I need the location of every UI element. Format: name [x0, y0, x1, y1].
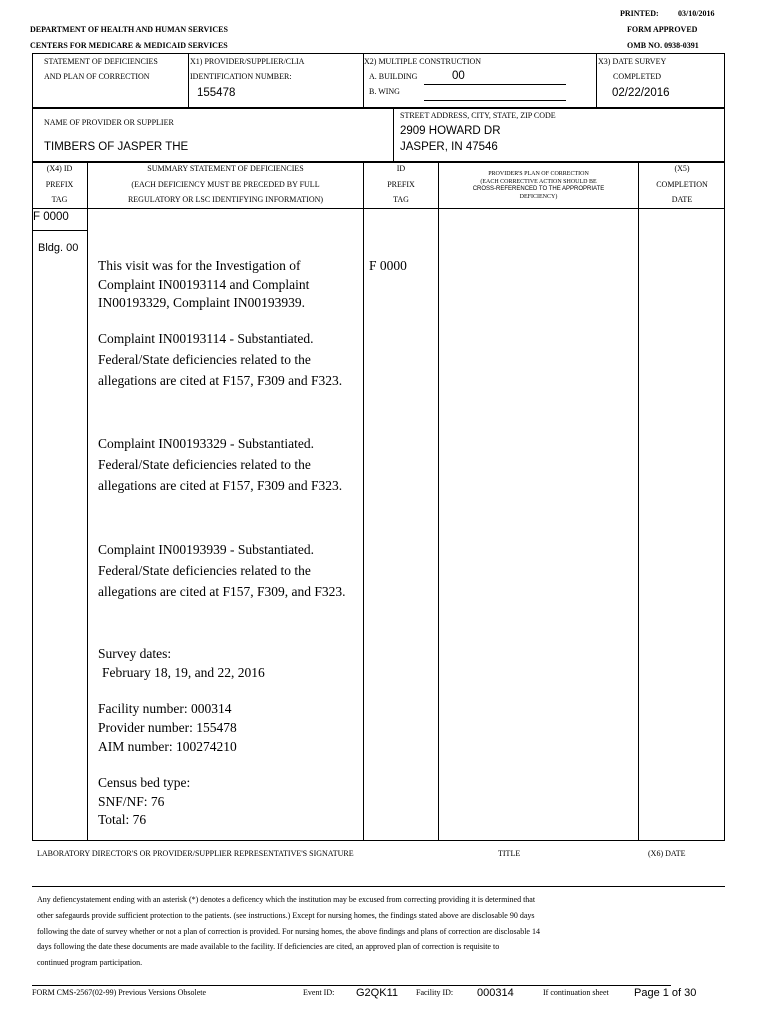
x3-label-1: X3) DATE SURVEY — [598, 57, 667, 66]
plan-header-2: (EACH CORRECTIVE ACTION SHOULD BE — [480, 179, 597, 185]
census-label: Census bed type: — [98, 775, 191, 790]
provider-id-number[interactable]: 155478 — [197, 87, 236, 99]
summary-header-3: REGULATORY OR LSC IDENTIFYING INFORMATION) — [127, 195, 324, 204]
survey-dates-label: Survey dates: — [98, 646, 172, 661]
right-prefix-tag: F 0000 — [369, 258, 407, 273]
provider-name[interactable]: TIMBERS OF JASPER THE — [44, 141, 189, 153]
omb-number: OMB NO. 0938-0391 — [627, 41, 699, 50]
building-underline — [424, 84, 566, 85]
address-line-2[interactable]: JASPER, IN 47546 — [400, 141, 498, 153]
snf-count: SNF/NF: 76 — [98, 794, 165, 809]
statement-label-1: STATEMENT OF DEFICIENCIES — [44, 57, 158, 66]
aim-number: AIM number: 100274210 — [98, 739, 237, 754]
plan-header-1: PROVIDER'S PLAN OF CORRECTION — [488, 171, 589, 177]
form-approved-label: FORM APPROVED — [627, 25, 698, 34]
id-header-2: PREFIX — [387, 180, 415, 189]
disclaimer-line-4: days following the date these documents are made available to the facility. If deficiencies are cited, an approved plan of correction is requisite to — [37, 942, 500, 951]
printed-date: 03/10/2016 — [678, 9, 715, 18]
building-tag: Bldg. 00 — [38, 242, 79, 254]
provider-number: Provider number: 155478 — [98, 720, 237, 735]
x4-header-3: TAG — [51, 195, 68, 204]
total-beds: Total: 76 — [98, 812, 147, 827]
x5-header-3: DATE — [671, 195, 693, 204]
x4-header-2: PREFIX — [45, 180, 74, 189]
disclaimer-line-1: Any defiencystatement ending with an asterisk (*) denotes a deficency which the institution may be excused from correcting providing it is determined that — [37, 895, 536, 904]
wing-field[interactable] — [424, 100, 566, 101]
page-number: Page 1 of 30 — [634, 987, 697, 999]
summary-header-2: (EACH DEFICIENCY MUST BE PRECEDED BY FULL — [131, 180, 320, 189]
provider-name-label: NAME OF PROVIDER OR SUPPLIER — [44, 118, 174, 127]
footer-divider — [32, 985, 671, 986]
title-label: TITLE — [498, 849, 521, 858]
plan-header-4: DEFICIENCY) — [519, 194, 558, 200]
survey-dates: February 18, 19, and 22, 2016 — [102, 665, 265, 680]
provider-info-box — [32, 108, 725, 162]
event-id-label: Event ID: — [303, 988, 335, 997]
complaint-paragraph-2: Complaint IN00193329 - Substantiated. Federal/State deficiencies related to the allegations are cited at F157, F309 and F323. — [98, 436, 343, 493]
signature-divider — [32, 886, 725, 887]
x2-label: X2) MULTIPLE CONSTRUCTION — [364, 57, 482, 66]
complaint-paragraph-3: Complaint IN00193939 - Substantiated. Federal/State deficiencies related to the allegations are cited at F157, F309, and F323. — [98, 542, 346, 599]
form-number: FORM CMS-2567(02-99) Previous Versions Obsolete — [32, 988, 207, 997]
x4-header-1: (X4) ID — [46, 164, 73, 173]
facility-id-label: Facility ID: — [416, 988, 454, 997]
disclaimer-line-2: other safegaurds provide sufficient protection to the patients. (see instructions.) Except for nursing homes, the findings stated above are disclosable 90 days — [37, 911, 535, 920]
facility-number: Facility number: 000314 — [98, 701, 232, 716]
printed-label: PRINTED: — [620, 9, 659, 18]
visit-paragraph: This visit was for the Investigation of Complaint IN00193114 and Complaint IN00193329, Complaint IN00193939. — [98, 258, 310, 310]
x1-label-1: X1) PROVIDER/SUPPLIER/CLIA — [190, 57, 305, 66]
id-header-1: ID — [396, 164, 406, 173]
centers-title: CENTERS FOR MEDICARE & MEDICAID SERVICES — [30, 41, 228, 50]
complaint-paragraph-1: Complaint IN00193114 - Substantiated. Federal/State deficiencies related to the allegations are cited at F157, F309 and F323. — [98, 331, 343, 388]
left-prefix-tag: F 0000 — [33, 211, 69, 223]
wing-label: B. WING — [369, 87, 400, 96]
x5-header-1: (X5) — [674, 164, 690, 173]
statement-label-2: AND PLAN OF CORRECTION — [44, 72, 150, 81]
x3-label-2: COMPLETED — [613, 72, 661, 81]
address-line-1[interactable]: 2909 HOWARD DR — [400, 125, 501, 137]
plan-header-3: CROSS-REFERENCED TO THE APPROPRIATE — [472, 186, 605, 192]
event-id-value: G2QK11 — [356, 987, 398, 999]
disclaimer-line-5: continued program participation. — [37, 958, 143, 967]
id-header-3: TAG — [393, 195, 409, 204]
x5-header-2: COMPLETION — [656, 180, 708, 189]
building-value[interactable]: 00 — [452, 70, 465, 82]
summary-header-1: SUMMARY STATEMENT OF DEFICIENCIES — [147, 164, 304, 173]
survey-completed-date[interactable]: 02/22/2016 — [612, 87, 670, 99]
x6-date-label: (X6) DATE — [648, 849, 686, 858]
disclaimer-line-3: following the date of survey whether or not a plan of correction is provided. For nursing homes, the above findings and plans of correction are disclosable 14 — [37, 927, 540, 936]
facility-id-value: 000314 — [477, 987, 514, 999]
signature-label: LABORATORY DIRECTOR'S OR PROVIDER/SUPPLIER REPRESENTATIVE'S SIGNATURE — [37, 849, 354, 858]
x1-label-2: IDENTIFICATION NUMBER: — [190, 72, 292, 81]
building-label: A. BUILDING — [369, 72, 418, 81]
department-title: DEPARTMENT OF HEALTH AND HUMAN SERVICES — [30, 25, 228, 34]
continuation-label: If continuation sheet — [543, 988, 609, 997]
address-label: STREET ADDRESS, CITY, STATE, ZIP CODE — [400, 111, 556, 120]
